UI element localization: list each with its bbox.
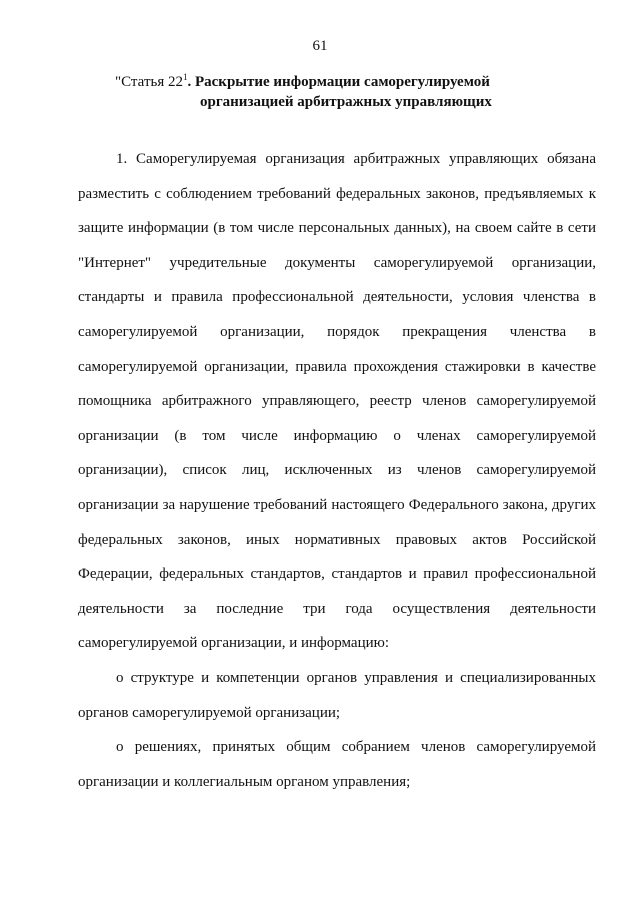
article-superscript: 1	[182, 72, 188, 82]
paragraph-3: о решениях, принятых общим собранием членов саморегулируемой организации и коллегиальным органом управления;	[78, 739, 596, 790]
paragraph-2: о структуре и компетенции органов управления и специализированных органов саморегулируемой организации;	[78, 669, 596, 721]
article-body	[78, 142, 596, 799]
article-heading	[115, 72, 585, 112]
paragraph-1: 1. Саморегулируемая организация арбитражных управляющих обязана разместить с соблюдением требований федеральных законов, предъявляемых к защите информации (в том числе персональных данных), на своем сайте в сети "Интернет" учредительные документы саморегулируемой организации, стандарты и правила профессиональной деятельности, условия членства в саморегулируемой организации, порядок прекращения членства в саморегулируемой организации, правила прохождения стажировки в качестве помощника арбитражного управляющего, реестр членов саморегулируемой организации (в том числе информацию о членах саморегулируемой организации), список лиц, исключенных из членов саморегулируемой организации за нарушение требований настоящего Федерального закона, других федеральных законов, иных нормативных правовых актов Российской Федерации, федеральных стандартов, стандартов и правил профессиональной деятельности за последние три года осуществления деятельности саморегулируемой организации, и информацию:	[78, 151, 596, 652]
article-title-line1: . Раскрытие информации саморегулируемой	[187, 74, 490, 90]
article-title-line2: организацией арбитражных управляющих	[200, 94, 492, 110]
article-number: "Статья 22	[115, 74, 183, 90]
page-number: 61	[312, 38, 328, 54]
